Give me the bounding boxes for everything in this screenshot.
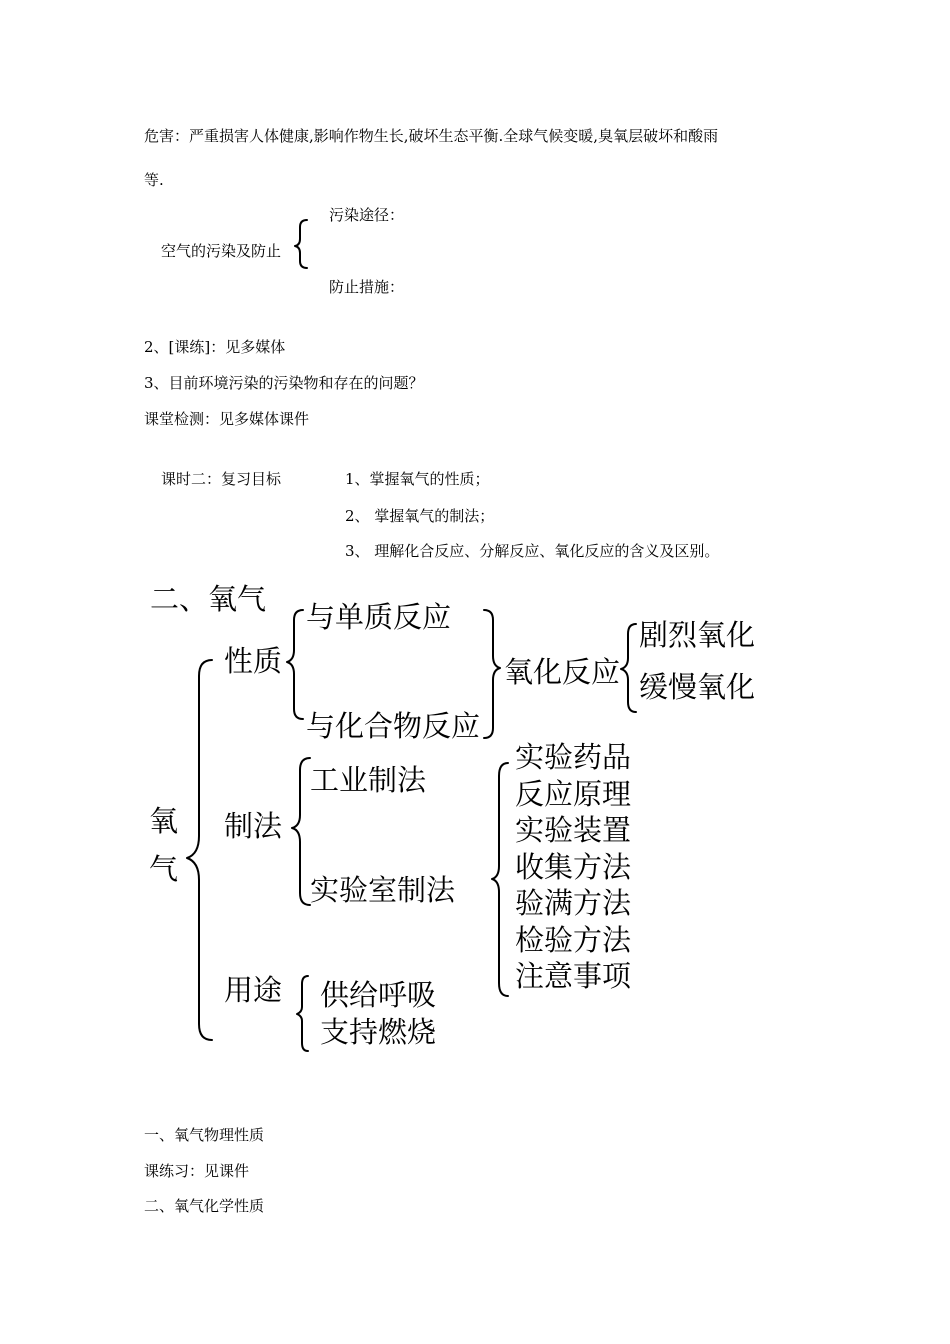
harm-line-2: 等. bbox=[144, 171, 164, 189]
pollution-group-label: 空气的污染及防止 bbox=[161, 242, 282, 260]
preparation-label: 制法 bbox=[224, 809, 283, 843]
lesson2-label: 课时二：复习目标 bbox=[161, 470, 282, 488]
goal-item: 1、掌握氧气的性质； bbox=[345, 470, 490, 488]
properties-label: 性质 bbox=[224, 644, 283, 678]
brace-preparation bbox=[292, 758, 310, 905]
goal-item: 2、 掌握氧气的制法； bbox=[345, 507, 495, 525]
lab-point: 反应原理 bbox=[515, 776, 632, 811]
diagram-root-label: 氧气 bbox=[149, 804, 179, 886]
oxidation-type: 缓慢氧化 bbox=[639, 670, 756, 704]
diagram-heading: 二、氧气 bbox=[150, 582, 267, 616]
oxidation-label: 氧化反应 bbox=[504, 655, 621, 689]
harm-line-1: 危害：严重损害人体健康,影响作物生长,破坏生态平衡.全球气候变暖,臭氧层破坏和酸雨 bbox=[144, 127, 719, 145]
uses-label: 用途 bbox=[224, 973, 283, 1007]
lab-point: 实验装置 bbox=[515, 813, 632, 847]
check-line: 课堂检测：见多媒体课件 bbox=[144, 410, 310, 428]
preparation-item: 实验室制法 bbox=[310, 873, 456, 907]
practice-line: 2、[课练]：见多媒体 bbox=[144, 338, 286, 356]
brace-pollution bbox=[295, 220, 307, 268]
oxidation-type: 剧烈氧化 bbox=[639, 618, 756, 652]
prevention-measure-label: 防止措施： bbox=[329, 278, 405, 296]
footer-line-1: 一、氧气物理性质 bbox=[144, 1126, 265, 1144]
lab-point: 实验药品 bbox=[515, 740, 632, 774]
lab-point: 收集方法 bbox=[515, 849, 632, 884]
question-line: 3、目前环境污染的污染物和存在的问题？ bbox=[144, 374, 424, 392]
goal-item: 3、 理解化合反应、分解反应、氧化反应的含义及区别。 bbox=[345, 542, 720, 560]
preparation-item: 工业制法 bbox=[310, 763, 427, 797]
property-item: 与化合物反应 bbox=[306, 709, 481, 743]
use-item: 支持燃烧 bbox=[320, 1015, 437, 1049]
lab-point: 检验方法 bbox=[515, 922, 632, 957]
pollution-path-label: 污染途径： bbox=[329, 206, 405, 224]
brace-lab-points bbox=[492, 763, 508, 996]
brace-root bbox=[187, 660, 212, 1040]
lab-point: 注意事项 bbox=[515, 959, 632, 993]
property-item: 与单质反应 bbox=[306, 600, 452, 634]
brace-properties-close bbox=[484, 610, 500, 738]
footer-line-2: 课练习：见课件 bbox=[144, 1162, 250, 1180]
brace-uses bbox=[297, 976, 308, 1051]
brace-properties bbox=[287, 610, 303, 719]
lab-point: 验满方法 bbox=[515, 886, 632, 920]
footer-line-3: 二、氧气化学性质 bbox=[144, 1197, 265, 1215]
use-item: 供给呼吸 bbox=[320, 978, 437, 1012]
brace-oxidation bbox=[621, 624, 636, 712]
